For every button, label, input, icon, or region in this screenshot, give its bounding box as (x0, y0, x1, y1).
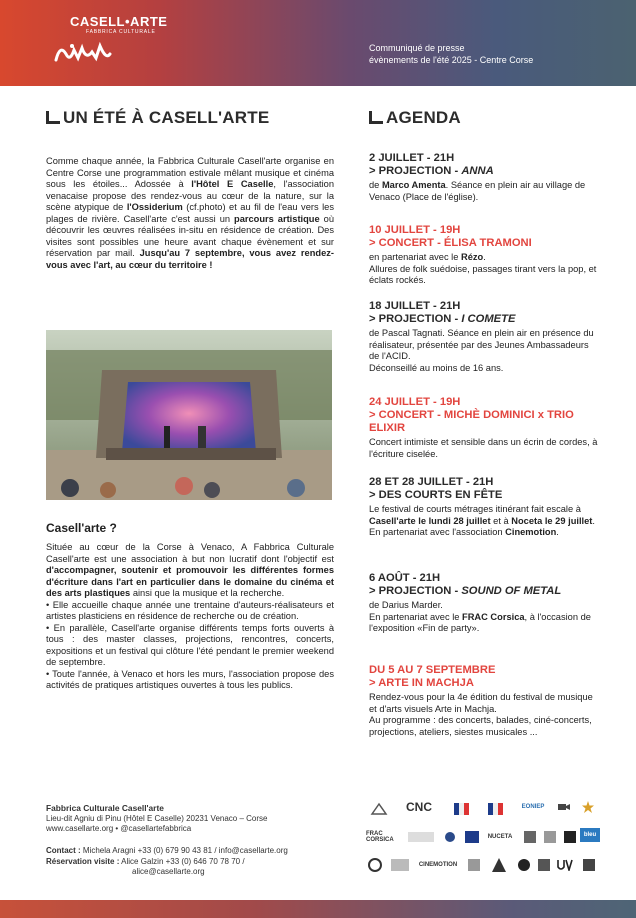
agenda-event (369, 224, 599, 287)
partner-logo-block-icon (388, 858, 412, 872)
text-run: Jusqu'au 7 septembre, vous avez rendez-vous avec l'art, au cœur du territoire ! (46, 248, 334, 270)
event-name: I COMETE (461, 313, 516, 325)
partner-logo-cnc: CNC (406, 800, 432, 814)
text-run: d'accompagner, soutenir et promouvoir les différentes formes d'écriture dans l'art en particulier dans le domaine du cinéma et des arts plastiques (46, 565, 334, 598)
about-paragraph-1 (46, 542, 334, 600)
text-run: Allures de folk suédoise, passages tirant vers la pop, et éclats rockés. (369, 263, 597, 285)
agenda-event (369, 476, 599, 539)
text-run: Noceta le 29 juillet (511, 515, 593, 526)
text-run: En partenariat avec le (369, 611, 463, 622)
event-title: > ARTE IN MACHJA (369, 677, 474, 689)
text-run: Située au cœur de la Corse à Venaco, A Fabbrica Culturale Casell'arte est une association à but non lucratif dont l'objectif est (46, 542, 334, 564)
text-run: FRAC Corsica (462, 611, 525, 622)
partner-logo-bleu: bleu (580, 828, 600, 842)
partner-logo-cup-icon (536, 858, 552, 872)
about-section (46, 542, 334, 692)
partner-logo-collectivite-icon (406, 830, 436, 844)
text-run: , l'association venacaise propose des rendez-vous au cœur de la nature, sur la scène atypique de (46, 179, 334, 212)
text-run: . (592, 515, 595, 526)
text-run: où découvrir les œuvres réalisées in-situ en résidence de création. Des visites sont possibles une heure avant chaque évènement et sur réservation par mail. (46, 213, 334, 258)
event-title: > CONCERT - ÉLISA TRAMONI (369, 237, 532, 249)
text-run: . (483, 252, 486, 262)
corner-mark-icon (369, 111, 383, 124)
event-name: ANNA (461, 165, 494, 177)
text-run: Rendez-vous pour la 4e édition du festival de musique et d'arts visuels Arte in Machja. (369, 692, 593, 714)
footer-contact: Contact : Michela Aragni +33 (0) 679 90 43 81 / info@casellarte.org Réservation visite : Alice Galzin +33 (0) 646 70 78 70 / alice@casellarte.org (46, 846, 346, 878)
contact-value[interactable]: Michela Aragni +33 (0) 679 90 43 81 / info@casellarte.org (82, 846, 288, 855)
text-run: . (556, 527, 559, 537)
bottom-strip (0, 900, 636, 918)
logo-text: CASELL•ARTE (70, 14, 168, 29)
partner-logo-flag2-icon (466, 858, 482, 872)
event-description (369, 437, 599, 460)
text-run: En partenariat avec l'association (369, 527, 506, 537)
agenda-event (369, 152, 599, 203)
partner-logo-dark-icon (562, 830, 578, 844)
summer-title: UN ÉTÉ À CASELL'ARTE (46, 108, 269, 128)
text-run: ainsi que la musique et la recherche. (130, 588, 285, 598)
partner-logo-eoniep: EONIEP (521, 804, 545, 810)
partner-logo-marianne-icon (448, 802, 476, 816)
text-run: Rézo (461, 252, 484, 262)
event-description (369, 504, 599, 539)
partner-logo-flag-icon (462, 830, 482, 844)
partner-logo-last-icon (580, 858, 598, 872)
logo-icon (52, 40, 114, 64)
partner-logo-uv-icon (556, 858, 574, 872)
event-name: MICHÈ DOMINICI x TRIO ELIXIR (369, 409, 574, 434)
event-title: > PROJECTION - ANNA (369, 165, 494, 177)
partner-logo-corse-icon (366, 802, 392, 816)
text-run: Casell'arte le lundi 28 juillet (369, 515, 491, 526)
text-run: et à (490, 515, 512, 526)
header-banner (0, 0, 636, 86)
event-date: DU 5 AU 7 SEPTEMBRE (369, 664, 496, 676)
event-date: 18 JUILLET - 21H (369, 300, 461, 312)
event-description (369, 252, 599, 287)
text-run: de Pascal Tagnati. Séance en plein air en présence du réalisateur, présentée par des Jeunes Ambassadeurs de l'ACID. (369, 328, 594, 361)
event-title: > CONCERT - MICHÈ DOMINICI x TRIO ELIXIR (369, 409, 574, 434)
footer-web[interactable]: www.casellarte.org • @casellartefabbrica (46, 824, 192, 833)
text-run: . Séance en plein air au village de Venaco (Place de l'église). (369, 180, 586, 202)
partner-logo-square-icon (542, 830, 558, 844)
partner-logo-moon-icon (442, 830, 458, 844)
agenda-event (369, 396, 599, 460)
text-run: Au programme : des concerts, balades, ciné-concerts, projections, ateliers, siestes musicales ... (369, 715, 592, 737)
partner-logo-frac: FRAC CORSICA (366, 831, 394, 843)
event-description (369, 180, 599, 203)
event-name: SOUND OF METAL (461, 585, 562, 597)
corner-mark-icon (46, 111, 60, 124)
partner-logo-star-icon (576, 800, 600, 814)
about-paragraph-3: • En parallèle, Casell'arte organise différents temps forts ouverts à tous : des master classes, projections, rencontres, concerts, expositions et un festival qui clôture l'été pendant le premier weekend de septembre. (46, 622, 334, 667)
text-run: en partenariat avec le (369, 252, 461, 262)
about-heading: Casell'arte ? (46, 521, 117, 535)
partner-logo-c-icon (366, 858, 384, 872)
text-run: l'Hôtel E Caselle (191, 179, 274, 189)
footer-address (46, 803, 346, 835)
event-description (369, 328, 599, 374)
ossiderium-photo (46, 330, 332, 500)
agenda-event (369, 300, 599, 374)
event-date: 28 ET 28 JUILLET - 21H (369, 476, 494, 488)
logo-subtitle: FABBRICA CULTURALE (86, 29, 156, 35)
event-date: 24 JUILLET - 19H (369, 396, 461, 408)
text-run: Cinemotion (505, 527, 557, 537)
event-date: 10 JUILLET - 19H (369, 224, 461, 236)
event-date: 2 JUILLET - 21H (369, 152, 455, 164)
reservation-value[interactable]: Alice Galzin +33 (0) 646 70 78 70 / (121, 856, 245, 866)
reservation-mail[interactable]: alice@casellarte.org (132, 867, 205, 876)
text-run: parcours artistique (234, 213, 320, 224)
footer-org-name: Fabbrica Culturale Casell'arte (46, 803, 164, 813)
partner-logo-nuceta: NUCETA (487, 834, 513, 840)
partner-logo-grid-icon (522, 830, 538, 844)
text-run: Déconseillé au moins de 16 ans. (369, 362, 504, 373)
event-date: 6 AOÛT - 21H (369, 572, 441, 584)
event-title: > PROJECTION - I COMETE (369, 313, 516, 325)
event-title: > PROJECTION - SOUND OF METAL (369, 585, 562, 597)
text-run: (cf.photo) et au fil de l'eau vers les plages de rivière. Casell'arte c'est aussi un (46, 202, 334, 224)
event-description (369, 600, 599, 635)
about-paragraph-2: • Elle accueille chaque année une trentaine d'auteurs-réalisateurs et artistes plasticiens en résidence de recherche ou de création. (46, 599, 334, 621)
partner-logo-circle-icon (516, 858, 532, 872)
text-run: Le festival de courts métrages itinérant fait escale à (369, 504, 581, 514)
text-run: Comme chaque année, la Fabbrica Culturale Casell'arte organise en Centre Corse une programmation estivale mêlant musique et cinéma sous les étoiles... Adossée à (46, 156, 334, 189)
event-description (369, 692, 599, 738)
text-run: Concert intimiste et sensible dans un écrin de cordes, à l'écriture ciselée. (369, 437, 598, 459)
agenda-event (369, 664, 599, 738)
partner-logo-cinemotion: CINEMOTION (418, 862, 458, 868)
agenda-title: AGENDA (369, 108, 461, 128)
press-release-info: Communiqué de presse évènements de l'été 2025 - Centre Corse (369, 43, 534, 65)
event-name: ÉLISA TRAMONI (443, 237, 532, 249)
intro-paragraph (46, 156, 334, 271)
partner-logo-camera-icon (556, 800, 572, 814)
event-title: > DES COURTS EN FÊTE (369, 489, 503, 501)
text-run: l'Ossiderium (126, 202, 183, 212)
partner-logo-marianne2-icon (482, 802, 510, 816)
about-paragraph-4: • Toute l'année, à Venaco et hors les murs, l'association propose des activités de pratiques artistiques ouvertes à tous les publics. (46, 668, 334, 690)
text-run: de (369, 180, 382, 190)
partner-logos (366, 800, 602, 880)
text-run: , à l'occasion de l'exposition «Fin de party». (369, 611, 591, 633)
agenda-event (369, 572, 599, 635)
partner-logo-tree-icon (490, 858, 508, 872)
text-run: de Darius Marder. (369, 600, 443, 610)
text-run: Marco Amenta (381, 180, 446, 190)
footer-address-line: Lieu-dit Agniu di Pinu (Hôtel E Caselle) 20231 Venaco – Corse (46, 813, 268, 823)
